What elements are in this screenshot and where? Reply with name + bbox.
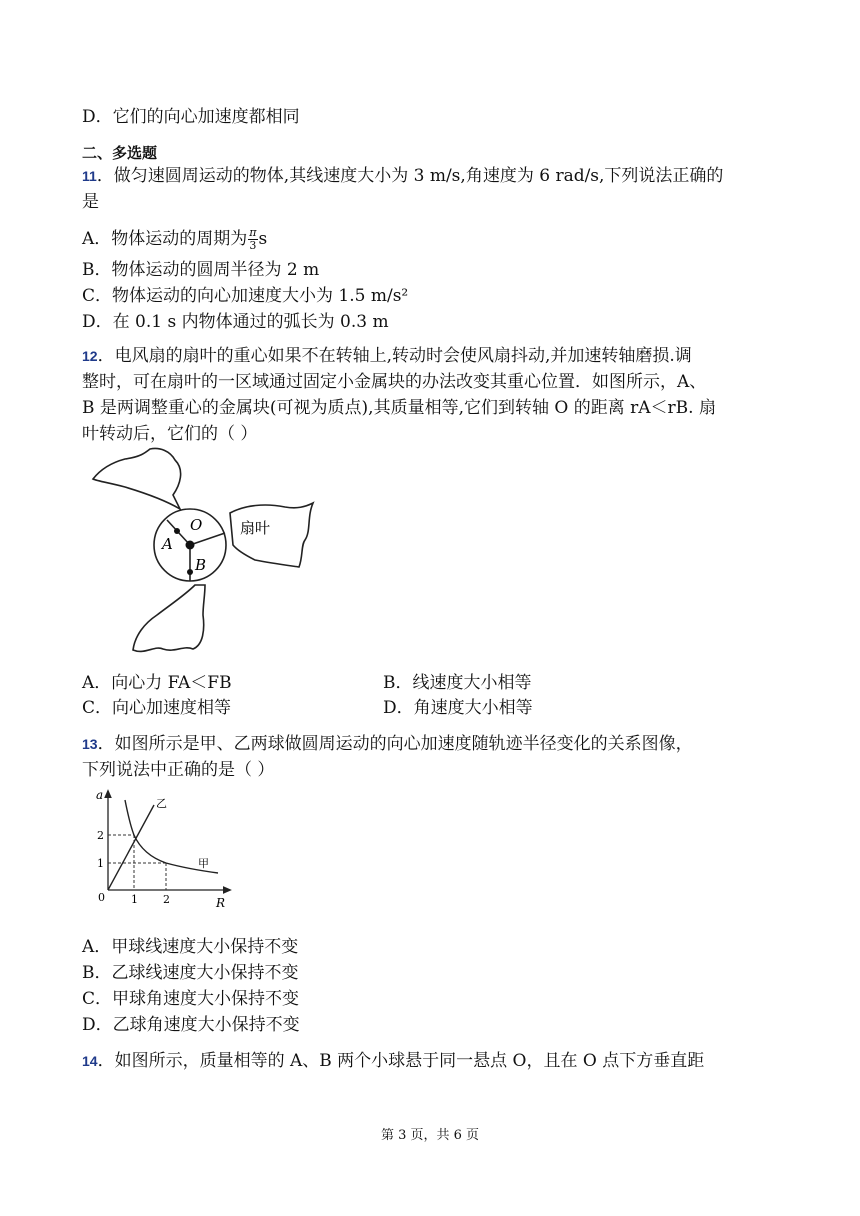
line-yi: [108, 805, 154, 890]
fan-blade-bottom: [133, 585, 205, 651]
q12-option-c: C．向心加速度相等: [82, 698, 232, 718]
fraction-numerator: π: [249, 226, 257, 239]
q11-option-b: B．物体运动的圆周半径为 2 m: [82, 260, 320, 280]
q12-stem-line2: 整时，可在扇叶的一区域通过固定小金属块的办法改变其重心位置．如图所示，A、: [82, 372, 707, 392]
y-tick-2: 2: [97, 829, 104, 842]
label-jia: 甲: [198, 857, 209, 870]
label-blade: 扇叶: [240, 519, 271, 537]
fraction-denominator: 3: [249, 239, 257, 252]
q11-option-a-unit: s: [258, 229, 268, 249]
fan-blade-figure: [85, 445, 325, 660]
y-tick-1: 1: [97, 857, 104, 870]
label-b: B: [195, 556, 207, 574]
q14-stem1: ．如图所示，质量相等的 A、B 两个小球悬于同一悬点 O，且在 O 点下方垂直距: [97, 1051, 705, 1071]
q13-option-c: C．甲球角速度大小保持不变: [82, 989, 300, 1009]
q13-stem-line1: [82, 731, 693, 757]
axis-point-o: [186, 541, 195, 550]
q11-option-d: D．在 0.1 s 内物体通过的弧长为 0.3 m: [82, 312, 389, 332]
label-yi: 乙: [156, 797, 167, 810]
q11-stem1: ．做匀速圆周运动的物体,其线速度大小为 3 m/s,角速度为 6 rad/s,下列说法正确的: [96, 166, 724, 186]
q10-option-d: D．它们的向心加速度都相同: [82, 107, 300, 127]
q12-stem-line3: B 是两调整重心的金属块(可视为质点),其质量相等,它们到转轴 O 的距离 rA＜rB. 扇: [82, 398, 716, 418]
label-a: A: [162, 535, 173, 553]
q12-option-d: D．角速度大小相等: [383, 698, 533, 718]
x-tick-2: 2: [163, 893, 170, 906]
q13-stem-line2: 下列说法中正确的是（ ）: [82, 760, 275, 780]
q13-number: 13: [82, 736, 98, 752]
q14-number: 14: [82, 1053, 98, 1069]
q14-stem-line1: [82, 1048, 704, 1074]
q13-option-b: B．乙球线速度大小保持不变: [82, 963, 299, 983]
q13-option-a: A．甲球线速度大小保持不变: [82, 937, 299, 957]
q11-stem-line1: [82, 163, 723, 189]
y-axis-label: a: [96, 788, 104, 802]
origin-label: 0: [98, 891, 105, 904]
q13-stem1: ．如图所示是甲、乙两球做圆周运动的向心加速度随轨迹半径变化的关系图像，: [97, 734, 693, 754]
label-o: O: [190, 516, 203, 534]
q11-option-a-text: A．物体运动的周期为: [82, 229, 248, 249]
q11-option-a: [82, 226, 267, 252]
page-footer: 第 3 页，共 6 页: [380, 1128, 480, 1143]
x-tick-1: 1: [131, 893, 138, 906]
q12-option-a: A．向心力 FA＜FB: [82, 673, 232, 693]
q12-stem-line1: [82, 343, 692, 369]
mass-point-a: [174, 528, 180, 534]
mass-point-b: [187, 569, 193, 575]
section-title: 二、多选题: [82, 145, 158, 162]
acceleration-radius-graph: [88, 785, 238, 910]
q11-stem-line2: 是: [82, 192, 99, 212]
q12-stem-line4: 叶转动后，它们的（ ）: [82, 424, 258, 444]
q11-option-c: C．物体运动的向心加速度大小为 1.5 m/s²: [82, 286, 409, 306]
q11-option-a-fraction: [248, 227, 257, 252]
q11-number: 11: [82, 168, 97, 184]
q12-stem1: ．电风扇的扇叶的重心如果不在转轴上,转动时会使风扇抖动,并加速转轴磨损.调: [97, 346, 692, 366]
q12-option-b: B．线速度大小相等: [383, 673, 532, 693]
q12-number: 12: [82, 348, 98, 364]
fan-blade-top-left: [93, 448, 181, 509]
q13-option-d: D．乙球角速度大小保持不变: [82, 1015, 300, 1035]
x-axis-label: R: [216, 896, 226, 910]
